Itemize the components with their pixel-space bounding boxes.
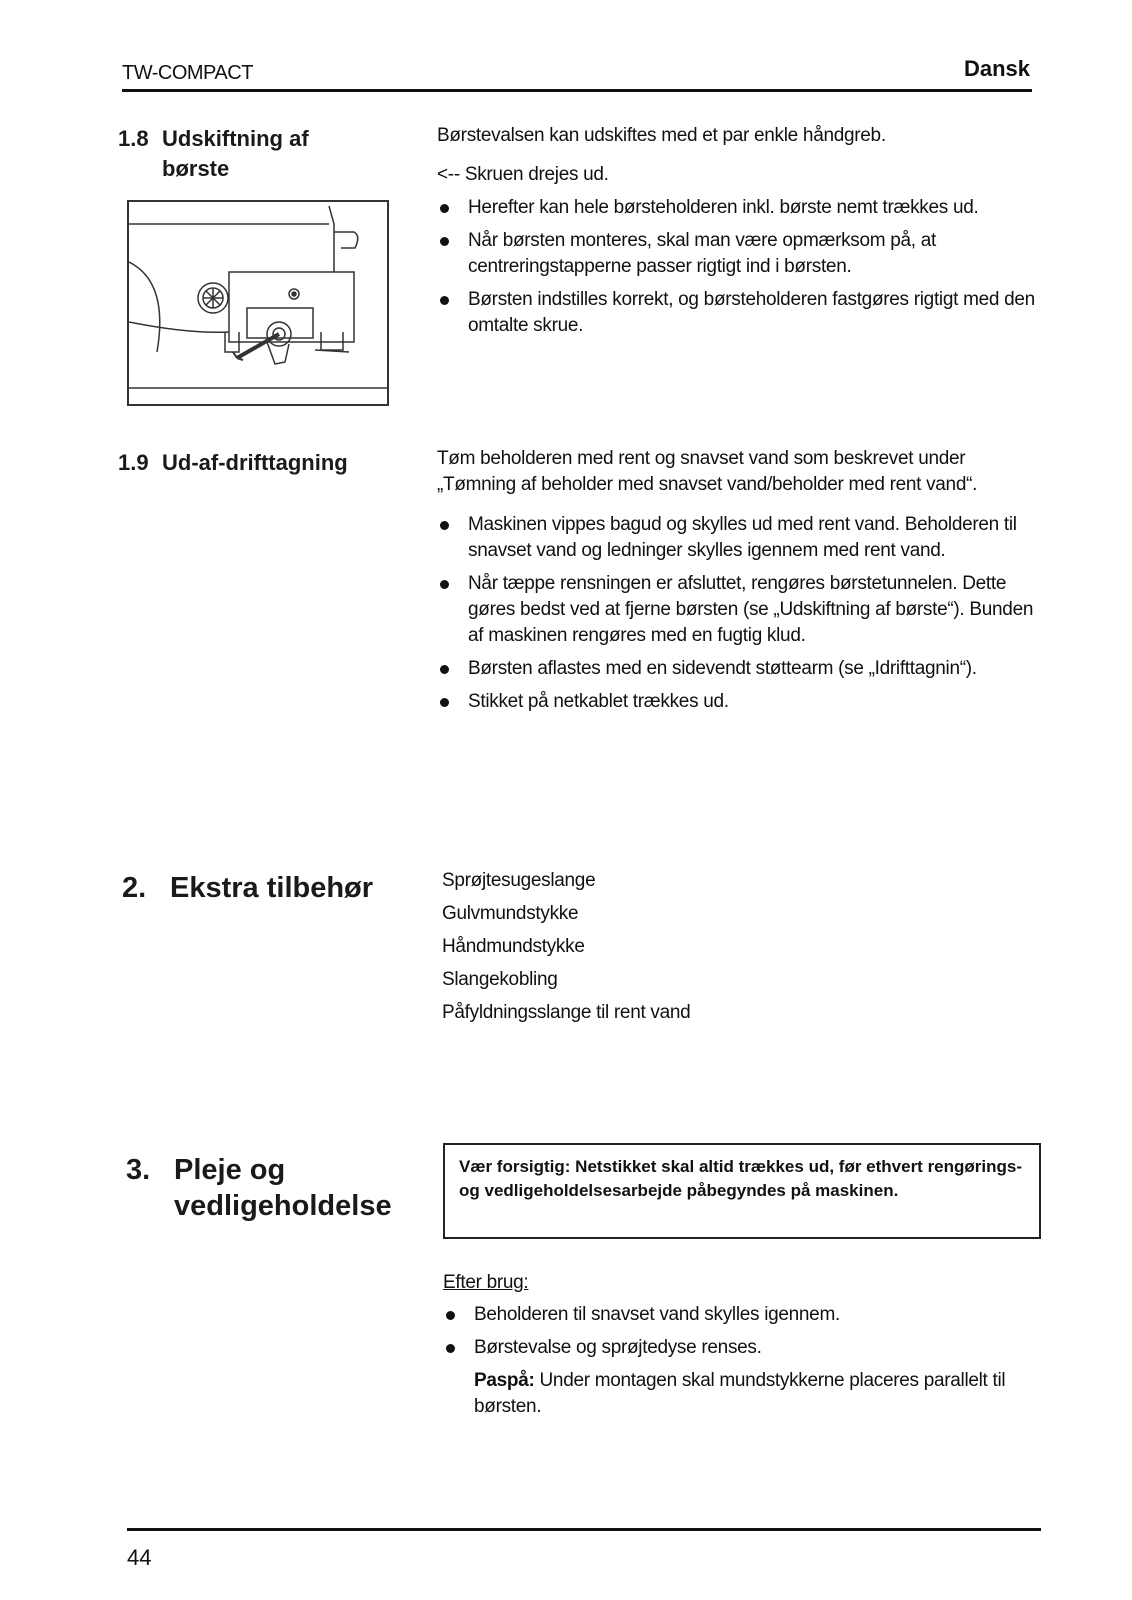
list-item: Børsten aflastes med en sidevendt støttearm (se „Idrifttagnin“). — [437, 656, 1035, 682]
section-title-line-1: Udskiftning af — [162, 126, 309, 151]
section-1-8-intro: Børstevalsen kan udskiftes med et par enkle håndgreb. — [437, 125, 886, 146]
footer-rule — [127, 1528, 1041, 1531]
header-rule — [122, 89, 1032, 92]
note-text: Under montagen skal mundstykkerne placeres parallelt til børsten. — [474, 1370, 1006, 1417]
section-number: 2. — [122, 872, 147, 904]
page-number: 44 — [127, 1545, 152, 1570]
section-number: 1.9 — [118, 450, 149, 475]
screw-instruction: <-- Skruen drejes ud. — [437, 164, 609, 185]
section-3-content — [443, 1270, 1043, 1420]
section-1-9-intro: Tøm beholderen med rent og snavset vand som beskrevet under „Tømning af beholder med snavset vand/beholder med rent vand“. — [437, 448, 978, 495]
list-item: Når tæppe rensningen er afsluttet, rengøres børstetunnelen. Dette gøres bedst ved at fjerne børsten (se „Udskiftning af børste“). Bunden af maskinen rengøres med en fugtig klud. — [437, 571, 1035, 649]
note-label: Paspå: — [474, 1370, 535, 1391]
list-item: Sprøjtesugeslange — [442, 870, 596, 891]
section-number: 1.8 — [118, 126, 149, 151]
caution-text: Vær forsigtig: Netstikket skal altid trækkes ud, før ethvert rengørings- og vedligeholdelsesarbejde påbegyndes på maskinen. — [459, 1157, 1023, 1200]
section-number: 3. — [126, 1154, 151, 1186]
section-title-line-2: børste — [162, 156, 230, 181]
list-item: Beholderen til snavset vand skylles igennem. — [443, 1302, 1043, 1328]
note — [443, 1368, 1043, 1420]
caution-box — [443, 1143, 1041, 1239]
after-use-heading: Efter brug: — [443, 1272, 529, 1293]
header-product-name: TW-COMPACT — [122, 62, 253, 84]
section-1-8-content — [437, 123, 1035, 346]
section-title: Ud-af-drifttagning — [162, 450, 348, 475]
list-item: Når børsten monteres, skal man være opmærksom på, at centreringstapperne passer rigtigt ind i børsten. — [437, 228, 1035, 280]
machine-drawing — [129, 202, 387, 404]
section-1-9-content — [437, 446, 1035, 722]
list-item: Håndmundstykke — [442, 936, 585, 957]
brush-replacement-illustration — [127, 200, 389, 406]
section-title-line-2: vedligeholdelse — [174, 1190, 392, 1222]
list-item: Børstevalse og sprøjtedyse renses. — [443, 1335, 1043, 1361]
list-item: Slangekobling — [442, 969, 558, 990]
header-language: Dansk — [963, 56, 1030, 81]
list-item: Gulvmundstykke — [442, 903, 579, 924]
section-3-title — [126, 1152, 446, 1224]
accessories-list — [442, 868, 1002, 1033]
section-2-title — [122, 870, 422, 906]
list-item: Herefter kan hele børsteholderen inkl. børste nemt trækkes ud. — [437, 195, 1035, 221]
list-item: Maskinen vippes bagud og skylles ud med rent vand. Beholderen til snavset vand og ledninger skylles igennem med rent vand. — [437, 512, 1035, 564]
section-1-9-title — [118, 448, 418, 478]
section-title: Ekstra tilbehør — [170, 872, 374, 904]
list-item: Påfyldningsslange til rent vand — [442, 1002, 691, 1023]
section-title-line-1: Pleje og — [174, 1154, 286, 1186]
section-1-8-title — [118, 124, 398, 184]
list-item: Stikket på netkablet trækkes ud. — [437, 689, 1035, 715]
list-item: Børsten indstilles korrekt, og børsteholderen fastgøres rigtigt med den omtalte skrue. — [437, 287, 1035, 339]
